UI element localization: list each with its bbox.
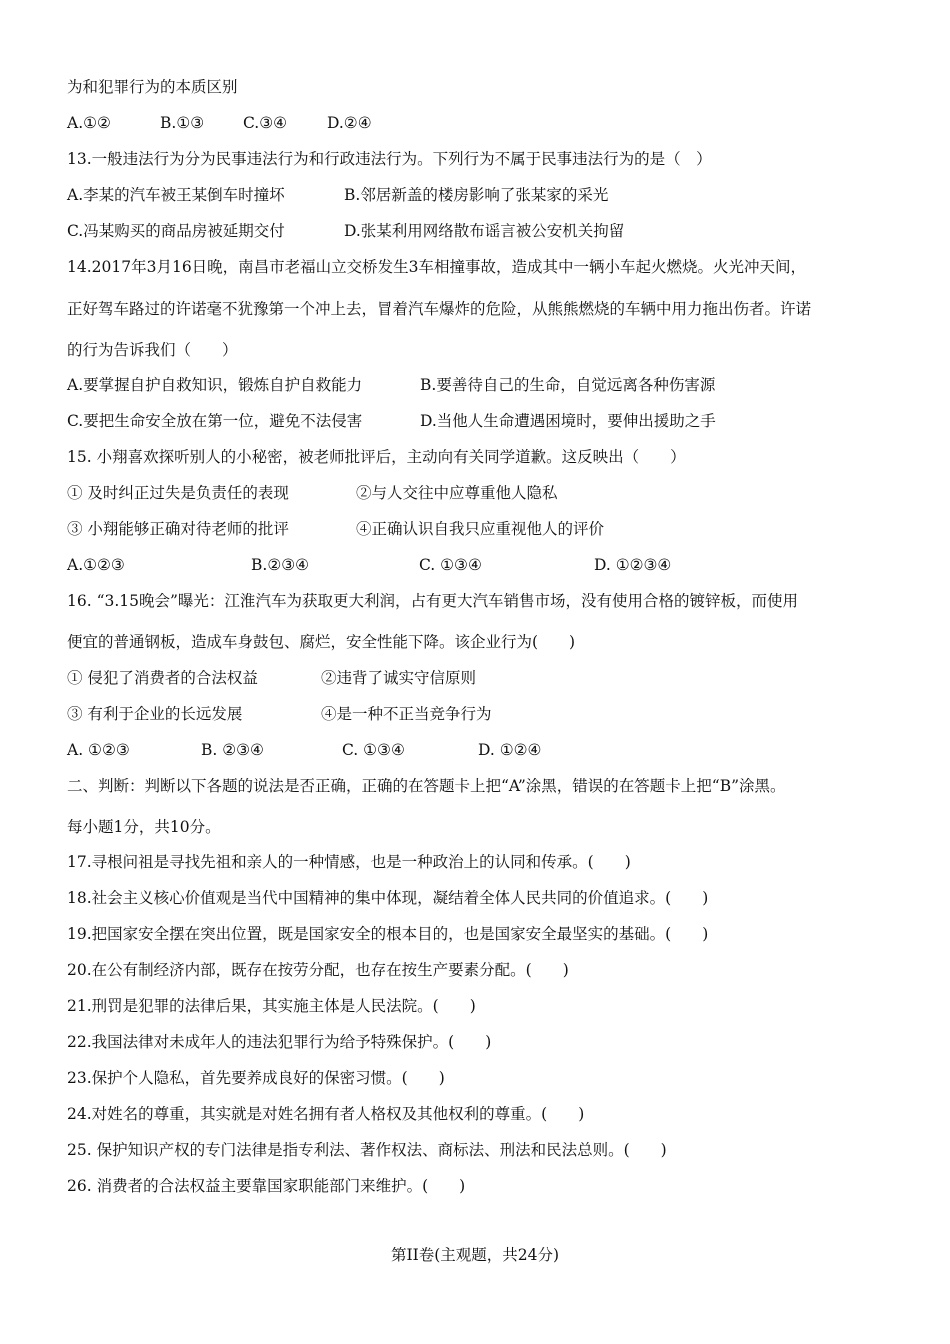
q14-options-row1	[67, 375, 897, 395]
q16-item-1: ① 侵犯了消费者的合法权益	[67, 669, 258, 687]
q13-stem: 13.一般违法行为分为民事违法行为和行政违法行为。下列行为不属于民事违法行为的是（ ）	[67, 150, 712, 168]
q15-option-c: C. ①③④	[419, 556, 482, 574]
q16-item-3: ③ 有利于企业的长远发展	[67, 705, 243, 723]
q15-item-2: ②与人交往中应尊重他人隐私	[356, 484, 558, 502]
q14-option-d: D.当他人生命遭遇困境时，要伸出援助之手	[420, 412, 716, 430]
q16-item-2: ②违背了诚实守信原则	[321, 669, 477, 687]
q16-option-a: A. ①②③	[67, 741, 130, 759]
q14-stem-line2: 正好驾车路过的许诺毫不犹豫第一个冲上去，冒着汽车爆炸的危险，从熊熊燃烧的车辆中用力拖出伤者。许诺	[67, 300, 812, 318]
judge-item-25: 25. 保护知识产权的专门法律是指专利法、著作权法、商标法、刑法和民法总则。( )	[67, 1141, 667, 1159]
q16-stem-line1: 16. “3.15晚会”曝光：江淮汽车为获取更大利润，占有更大汽车销售市场，没有使用合格的镀锌板，而使用	[67, 592, 798, 610]
q13-options-row1	[67, 185, 897, 205]
q13-option-b: B.邻居新盖的楼房影响了张某家的采光	[344, 186, 609, 204]
q16-items-row1	[67, 668, 897, 688]
q13-options-row2	[67, 221, 897, 241]
q13-option-c: C.冯某购买的商品房被延期交付	[67, 222, 285, 240]
q15-item-3: ③ 小翔能够正确对待老师的批评	[67, 520, 289, 538]
q15-item-4: ④正确认识自我只应重视他人的评价	[356, 520, 605, 538]
q16-option-b: B. ②③④	[201, 741, 264, 759]
q13-option-a: A.李某的汽车被王某倒车时撞坏	[67, 186, 285, 204]
q13-option-d: D.张某利用网络散布谣言被公安机关拘留	[344, 222, 625, 240]
q12-continuation: 为和犯罪行为的本质区别	[67, 78, 238, 96]
judge-item-24: 24.对姓名的尊重，其实就是对姓名拥有者人格权及其他权利的尊重。( )	[67, 1105, 585, 1123]
q15-item-1: ① 及时纠正过失是负责任的表现	[67, 484, 289, 502]
q12-option-a: A.①②	[67, 114, 111, 132]
q12-option-c: C.③④	[243, 114, 288, 132]
q15-options	[67, 555, 897, 575]
q14-stem-line1: 14.2017年3月16日晚，南昌市老福山立交桥发生3车相撞事故，造成其中一辆小车起火燃烧。火光冲天间，	[67, 258, 807, 276]
q14-option-b: B.要善待自己的生命，自觉远离各种伤害源	[420, 376, 716, 394]
section2-instructions-line1: 二、判断：判断以下各题的说法是否正确，正确的在答题卡上把“A”涂黑，错误的在答题卡上把“B”涂黑。	[67, 777, 786, 795]
judge-item-18: 18.社会主义核心价值观是当代中国精神的集中体现，凝结着全体人民共同的价值追求。( )	[67, 889, 709, 907]
judge-item-23: 23.保护个人隐私，首先要养成良好的保密习惯。( )	[67, 1069, 445, 1087]
q14-stem-line3: 的行为告诉我们（ ）	[67, 341, 238, 359]
q14-options-row2	[67, 411, 897, 431]
q16-option-c: C. ①③④	[342, 741, 405, 759]
section2-instructions-line2: 每小题1分，共10分。	[67, 818, 221, 836]
q12-option-b: B.①③	[160, 114, 205, 132]
judge-item-19: 19.把国家安全摆在突出位置，既是国家安全的根本目的，也是国家安全最坚实的基础。( )	[67, 925, 709, 943]
q16-options	[67, 740, 897, 760]
q16-stem-line2: 便宜的普通钢板，造成车身鼓包、腐烂，安全性能下降。该企业行为( )	[67, 633, 576, 651]
q16-option-d: D. ①②④	[478, 741, 542, 759]
part2-heading: 第II卷(主观题，共24分)	[390, 1246, 560, 1264]
judge-item-26: 26. 消费者的合法权益主要靠国家职能部门来维护。( )	[67, 1177, 466, 1195]
judge-item-20: 20.在公有制经济内部，既存在按劳分配，也存在按生产要素分配。( )	[67, 961, 569, 979]
judge-item-21: 21.刑罚是犯罪的法律后果，其实施主体是人民法院。( )	[67, 997, 476, 1015]
q15-items-row2	[67, 519, 897, 539]
q12-options	[67, 113, 897, 133]
judge-item-17: 17.寻根问祖是寻找先祖和亲人的一种情感，也是一种政治上的认同和传承。( )	[67, 853, 631, 871]
q15-option-b: B.②③④	[251, 556, 310, 574]
q14-option-c: C.要把生命安全放在第一位，避免不法侵害	[67, 412, 363, 430]
q15-option-a: A.①②③	[67, 556, 125, 574]
judge-item-22: 22.我国法律对未成年人的违法犯罪行为给予特殊保护。( )	[67, 1033, 492, 1051]
q15-option-d: D. ①②③④	[594, 556, 672, 574]
q14-option-a: A.要掌握自护自救知识，锻炼自护自救能力	[67, 376, 363, 394]
q12-option-d: D.②④	[327, 114, 372, 132]
q15-items-row1	[67, 483, 897, 503]
q16-item-4: ④是一种不正当竞争行为	[321, 705, 492, 723]
q15-stem: 15. 小翔喜欢探听别人的小秘密，被老师批评后，主动向有关同学道歉。这反映出（ ）	[67, 448, 686, 466]
q16-items-row2	[67, 704, 897, 724]
